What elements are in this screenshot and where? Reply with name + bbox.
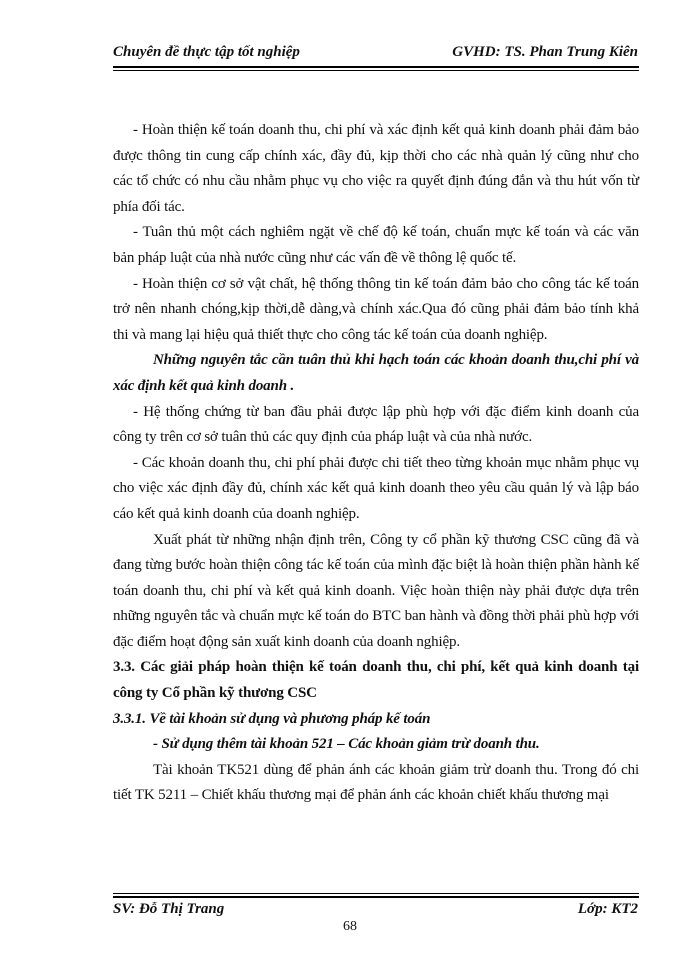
body-paragraph: - Hệ thống chứng từ ban đầu phải được lập phù hợp với đặc điểm kinh doanh của công ty trên cơ sở tuân thủ các quy định của pháp luật và của nhà nước. — [113, 403, 639, 446]
body-paragraph: - Tuân thủ một cách nghiêm ngặt về chế độ kế toán, chuẩn mực kế toán và các văn bản pháp luật của nhà nước cũng như các vấn đề về thông lệ quốc tế. — [113, 224, 639, 266]
page-number: 68 — [343, 919, 357, 934]
footer-rule-thin — [113, 893, 639, 894]
subsection-heading: 3.3.1. Về tài khoản sử dụng và phương pháp kế toán — [113, 710, 431, 727]
footer-rule-thick — [113, 896, 639, 898]
header-title: Chuyên đề thực tập tốt nghiệp — [113, 44, 300, 60]
header-rule-thin — [113, 70, 639, 71]
footer-student: SV: Đỗ Thị Trang — [113, 901, 225, 917]
page-header — [113, 42, 638, 64]
body-paragraph: - Hoàn thiện cơ sở vật chất, hệ thống thông tin kế toán đảm bảo cho công tác kế toán trở nên nhanh chóng,kịp thời,dễ dàng,và chính xác.Qua đó cũng phải đảm bảo tính khả thi và mang lại hiệu quả thiết thực cho công tác kế toán của doanh nghiệp. — [113, 275, 639, 343]
body-paragraph: - Các khoản doanh thu, chi phí phải được chi tiết theo từng khoản mục nhằm phục vụ cho việc xác định đầy đủ, chính xác kết quả kinh doanh theo yêu cầu quản lý và lập báo cáo kết quả kinh doanh của doanh nghiệp. — [113, 454, 639, 522]
header-supervisor: GVHD: TS. Phan Trung Kiên — [452, 44, 638, 60]
page-body — [113, 118, 639, 809]
page-footer — [113, 899, 638, 919]
body-paragraph: Tài khoản TK521 dùng để phản ánh các khoản giảm trừ doanh thu. Trong đó chi tiết TK 5211 – Chiết khấu thương mại để phản ánh các khoản chiết khấu thương mại — [113, 761, 639, 804]
footer-class: Lớp: KT2 — [577, 901, 638, 917]
body-paragraph: - Hoàn thiện kế toán doanh thu, chi phí và xác định kết quả kinh doanh phải đảm bảo được thông tin cung cấp chính xác, đầy đủ, kịp thời cho các nhà quản lý cũng như cho các tổ chức có nhu cầu nhằm phục vụ cho việc ra quyết định đúng đắn và thu hút vốn từ phía đối tác. — [113, 122, 639, 215]
subsection-item-heading: - Sử dụng thêm tài khoản 521 – Các khoản giảm trừ doanh thu. — [153, 736, 540, 753]
body-paragraph: Xuất phát từ những nhận định trên, Công ty cổ phần kỹ thương CSC cũng đã và đang từng bước hoàn thiện công tác kế toán của mình đặc biệt là hoàn thiện phần hành kế toán doanh thu, chi phí và kết quả kinh doanh. Việc hoàn thiện này phải được dựa trên những nguyên tắc và chuẩn mực kế toán do BTC ban hành và đồng thời phải phù hợp với đặc điểm hoạt động sản xuất kinh doanh của doanh nghiệp. — [113, 531, 639, 650]
header-rule-thick — [113, 66, 639, 68]
section-heading: 3.3. Các giải pháp hoàn thiện kế toán doanh thu, chi phí, kết quả kinh doanh tại công ty Cổ phần kỹ thương CSC — [113, 659, 639, 702]
section-principles-heading: Những nguyên tắc cần tuân thủ khi hạch toán các khoản doanh thu,chi phí và xác định kết quả kinh doanh . — [113, 352, 639, 394]
